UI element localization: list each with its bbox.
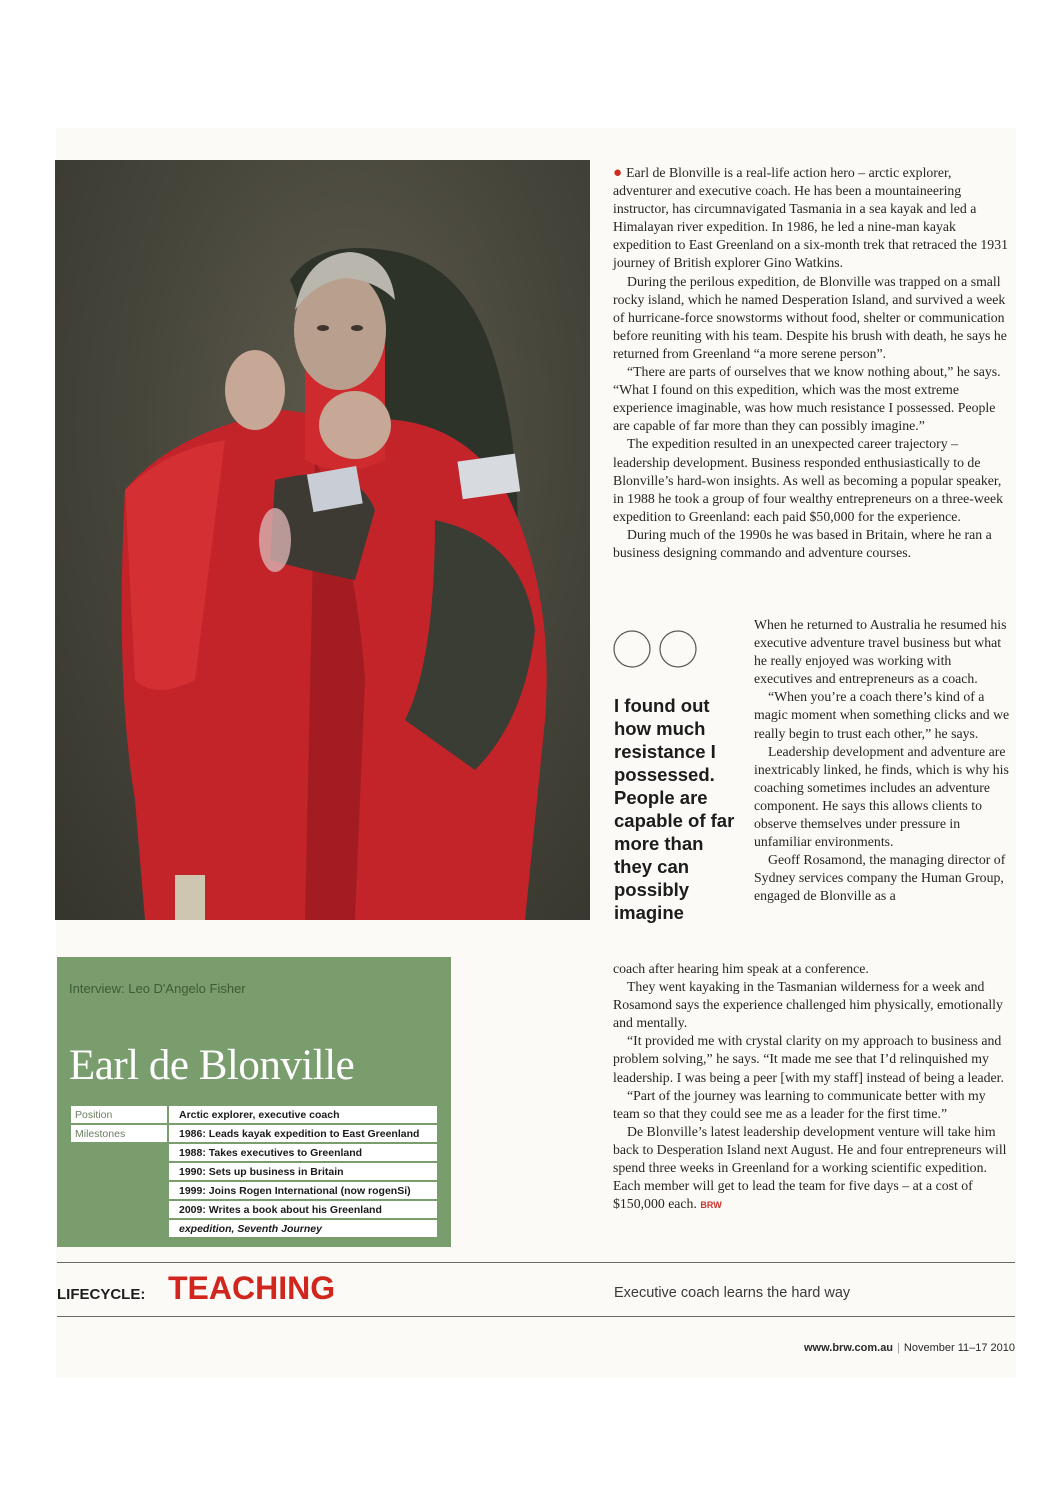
footer-top-rule (57, 1262, 1015, 1263)
article-body-middle (754, 616, 1012, 906)
table-row (70, 1124, 438, 1143)
milestone-item: 1988: Takes executives to Greenland (168, 1143, 438, 1162)
article-tagline: Executive coach learns the hard way (614, 1285, 851, 1301)
section-title: TEACHING (168, 1270, 336, 1306)
article-paragraph: When he returned to Australia he resumed his executive adventure travel business but what he really enjoyed was working with executives and entrepreneurs as a coach. (754, 617, 1007, 687)
article-paragraph: Leadership development and adventure are inextricably linked, he finds, which is why his coaching sometimes includes an adventure component. He says this allows clients to observe themselves under pressure in unfamiliar environments. (754, 743, 1009, 850)
portrait-illustration (55, 160, 590, 920)
pull-quote: I found out how much resistance I possessed. People are capable of far more than they can possibly imagine (614, 695, 735, 923)
table-row (70, 1200, 438, 1219)
profile-box (57, 957, 451, 1247)
table-row (70, 1181, 438, 1200)
article-paragraph: De Blonville’s latest leadership development venture will take him back to Desperation Island next August. He and four entrepreneurs will spend three weeks in Greenland for a working scientific expedition. Each member will get to lead the team for five days – at a cost of $150,000 each. BRW (613, 1123, 1007, 1212)
table-row (70, 1105, 438, 1124)
profile-name: Earl de Blonville (69, 1042, 355, 1089)
portrait-photo (55, 160, 590, 920)
article-paragraph: ● Earl de Blonville is a real-life action hero – arctic explorer, adventurer and executive coach. He has been a mountaineering instructor, has circumnavigated Tasmania in a sea kayak and led a Himalayan river expedition. In 1986, he led a nine-man kayak expedition to East Greenland on a six-month trek that retraced the 1931 journey of British explorer Gino Watkins. (613, 165, 1009, 271)
table-row (70, 1219, 438, 1238)
footer-bottom-rule (57, 1316, 1015, 1317)
position-label: Position (70, 1105, 168, 1124)
article-paragraph: During the perilous expedition, de Blonville was trapped on a small rocky island, which he named Desperation Island, and survived a week of hurricane-force snowstorms without food, shelter or communication before reuniting with his team. Despite his brush with death, he says he returned from Greenland “a more serene person”. (613, 273, 1007, 361)
position-value: Arctic explorer, executive coach (168, 1105, 438, 1124)
milestones-label: Milestones (70, 1124, 168, 1143)
article-paragraph: “It provided me with crystal clarity on my approach to business and problem solving,” he says. “It made me see that I’d relinquished my leadership. I was being a peer [with my staff] instead of being a leader. (613, 1033, 1004, 1085)
article-paragraph: The expedition resulted in an unexpected career trajectory – leadership development. Business responded enthusiastically to de Blonville’s hard-won insights. As well as becoming a popular speaker, in 1988 he took a group of four wealthy entrepreneurs on a three-week expedition to Greenland: each paid $50,000 for the experience. (613, 436, 1004, 524)
website-url: www.brw.com.au (804, 1342, 894, 1354)
milestone-item: expedition, Seventh Journey (168, 1219, 438, 1238)
milestone-item: 1990: Sets up business in Britain (168, 1162, 438, 1181)
article-paragraph: They went kayaking in the Tasmanian wilderness for a week and Rosamond says the experience challenged him physically, emotionally and mentally. (613, 979, 1003, 1031)
interview-credit: Interview: Leo D'Angelo Fisher (69, 981, 246, 996)
article-paragraph: coach after hearing him speak at a conference. (613, 961, 869, 976)
article-body-top (613, 164, 1011, 562)
end-mark: BRW (700, 1200, 722, 1211)
article-paragraph: “There are parts of ourselves that we know nothing about,” he says. “What I found on this expedition, which was the most extreme experience imaginable, was how much resistance I possessed. People are capable of far more than they can possibly imagine.” (613, 364, 1001, 434)
milestone-item: 1986: Leads kayak expedition to East Greenland (168, 1124, 438, 1143)
article-paragraph: Geoff Rosamond, the managing director of Sydney services company the Human Group, engaged de Blonville as a (754, 852, 1006, 904)
page-folio: www.brw.com.au | November 11–17 2010 (804, 1342, 1015, 1354)
table-row (70, 1143, 438, 1162)
bullet-icon: ● (613, 165, 623, 181)
article-paragraph: During much of the 1990s he was based in Britain, where he ran a business designing commando and adventure courses. (613, 526, 992, 560)
article-body-bottom (613, 960, 1011, 1214)
milestone-item: 2009: Writes a book about his Greenland (168, 1200, 438, 1219)
quote-marks-icon (612, 628, 702, 672)
profile-facts-table (69, 1104, 439, 1239)
issue-date: November 11–17 2010 (903, 1342, 1015, 1354)
table-row (70, 1162, 438, 1181)
article-paragraph: “Part of the journey was learning to communicate better with my team so that they could see me as a leader for the first time.” (613, 1087, 986, 1121)
article-paragraph: “When you’re a coach there’s kind of a magic moment when something clicks and we really begin to trust each other,” he says. (754, 689, 1010, 741)
section-label: LIFECYCLE: (57, 1286, 146, 1303)
milestone-item: 1999: Joins Rogen International (now rogenSi) (168, 1181, 438, 1200)
